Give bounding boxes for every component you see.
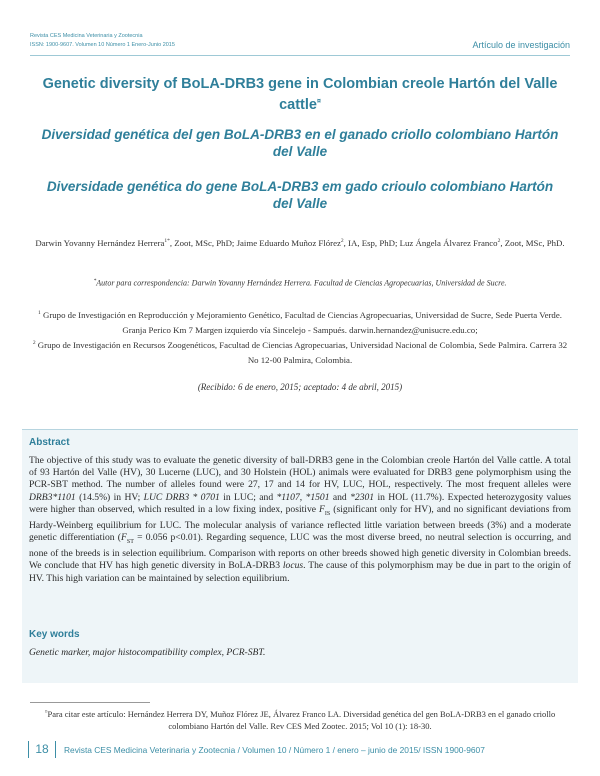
affiliation-2 [30,336,570,368]
fst-symbol: F [121,532,127,544]
affiliation-1-text: Grupo de Investigación en Reproducción y Mejoramiento Genético, Facultad de Ciencias Agropecuarias, Universidad de Sucre, Sede Puerta Verde. Granja Perico Km 7 Margen izquierdo vía Sincelejo - Sampués. darwin.hernandez@unisucre.edu.co; [43,309,562,335]
abstract-part-4: and [329,491,351,503]
allele-luc-drb3-0701: LUC DRB3 * 0701 [143,491,220,503]
fis-subscript: IS [324,510,331,517]
correspondence-note [35,278,565,288]
affiliation-1 [30,306,570,338]
allele-2301: *2301 [350,491,375,503]
author-1: Darwin Yovanny Hernández Herrera [35,237,165,248]
keywords-heading: Key words [29,629,80,640]
journal-issn: ISSN: 1900-9607. Volumen 10 Número 1 Enero-Junio 2015 [30,42,175,48]
citation-mark: ¤ [44,709,48,715]
abstract-part-5: in HOL (11.7%). Expected heterozygosity values were higher than observed, which resulted in a low fixing index, positive [29,491,572,515]
title-english-text: Genetic diversity of BoLA-DRB3 gene in Colombian creole Hartón del Valle cattle [42,76,558,113]
title-english [30,75,570,114]
author-1-sup: 1* [164,238,170,244]
abstract-text [29,455,571,585]
affiliation-2-sup: 2 [32,340,36,346]
affiliation-2-text: Grupo de Investigación en Recursos Zoogenéticos, Facultad de Ciencias Agropecuarias, Universidad Nacional de Colombia, Sede Palmira. Carrera 32 No 12-00 Palmira, Colombia. [37,339,568,365]
citation-text: Para citar este artículo: Hernández Herrera DY, Muñoz Flórez JE, Álvarez Franco LA. Diversidad genética del gen BoLA-DRB3 en el ganado criollo colombiano Hartón del Valle. Rev CES Med Zootec. 2015; Vol 10 (1): 18-30. [47,708,556,731]
fst-subscript: ST [126,539,134,546]
abstract-part-2: (14.5%) in HV; [75,491,144,503]
abstract-part-8: . The cause of this polymorphism may be due in part to the origin of HV. This high variation can be maintained by selection equilibrium. [29,560,572,584]
correspondence-mark: * [93,278,97,284]
page-number: 18 [28,741,56,758]
footer-journal-info: Revista CES Medicina Veterinaria y Zootecnia / Volumen 10 / Número 1 / enero – junio de 2015/ ISSN 1900-9607 [64,745,485,755]
author-2-degrees: , IA, Esp, PhD; [343,237,400,248]
abstract-part-6: (significant only for HV), and no significant deviations from Hardy-Weinberg equilibrium for LUC. The molecular analysis of variance reflected little variation between breeds (3%) and a moderate genetic differentiation ( [29,503,571,544]
author-3-degrees: , Zoot, MSc, PhD. [500,237,565,248]
journal-header [30,32,175,50]
abstract-part-1: The objective of this study was to evaluate the genetic diversity of ball-DRB3 gene in the Colombian creole Hartón del Valle cattle. A total of 93 Hartón del Valle (HV), 30 Lucerne (LUC), and 30 Holstein (HOL) animals were evaluated for DRB3 gene polymorphism using the PCR-SBT method. The number of alleles found were 27, 17 and 14 for HV, LUC, HOL, respectively. The most frequent alleles were [29,455,571,491]
affiliation-1-sup: 1 [38,310,41,316]
keywords-text: Genetic marker, major histocompatibility complex, PCR-SBT. [29,647,266,658]
citation-note [30,706,570,732]
abstract-heading: Abstract [29,437,70,448]
allele-drb3-1101: DRB3*1101 [29,491,76,503]
author-list [35,234,565,251]
author-2-sup: 2 [340,238,344,244]
abstract-part-3: in LUC; and [219,491,277,503]
title-spanish: Diversidad genética del gen BoLA-DRB3 en el ganado criollo colombiano Hartón del Valle [41,127,559,159]
fis-symbol: F [319,503,325,515]
header-divider [30,55,570,56]
author-3: Luz Ángela Álvarez Franco [399,237,498,248]
title-english-mark: ¤ [316,98,321,105]
allele-1107-1501: *1107, *1501 [276,491,330,503]
citation-divider [30,702,150,703]
author-3-sup: 2 [497,238,501,244]
locus-term: locus [282,560,304,572]
journal-name: Revista CES Medicina Veterinaria y Zootecnia [30,33,143,39]
abstract-part-7: = 0.056 p<0.01). Regarding sequence, LUC was the most diverse breed, no neutral selection is occurring, and none of the breeds is in selection equilibrium. Comparison with reports on other breeds showed high genetic diversity in Colombian breeds. We conclude that HV has high genetic diversity in BoLA-DRB3 [29,532,571,572]
author-1-degrees: , Zoot, MSc, PhD; [169,237,237,248]
article-type: Artículo de investigación [472,40,570,50]
received-accepted-dates: (Recibido: 6 de enero, 2015; aceptado: 4 de abril, 2015) [197,382,403,392]
author-2: Jaime Eduardo Muñoz Flórez [236,237,341,248]
correspondence-text: Autor para correspondencia: Darwin Yovanny Hernández Herrera. Facultad de Ciencias Agropecuarias, Universidad de Sucre. [96,278,507,288]
title-portuguese: Diversidade genética do gene BoLA-DRB3 em gado crioulo colombiano Hartón del Valle [46,179,554,211]
